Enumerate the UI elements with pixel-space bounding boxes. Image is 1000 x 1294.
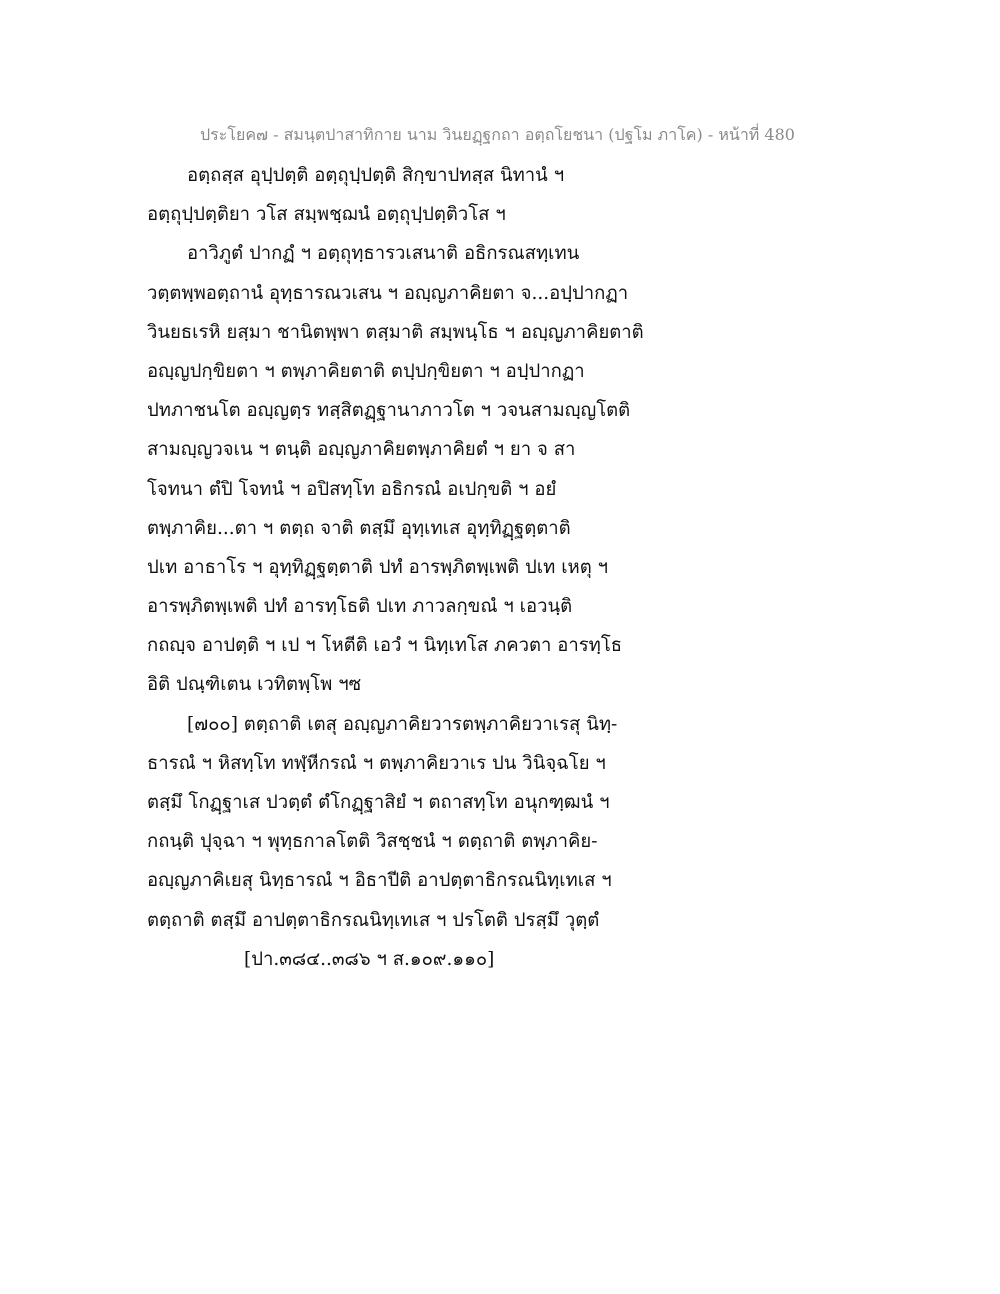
text-line: ปทภาชนโต อญฺญตฺร ทสฺสิตฏฺฐานาภาวโต ฯ วจนสามญฺญโตติ <box>147 400 631 422</box>
text-line: สามญฺญวจเน ฯ ตนฺติ อญฺญภาคิยตพฺภาคิยตํ ฯ ยา จ สา <box>147 439 576 461</box>
text-line: อิติ ปณฺฑิเตน เวทิตพฺโพ ฯซ <box>147 674 362 696</box>
text-line: [๗๐๐] ตตฺถาติ เตสุ อญฺญภาคิยวารตพฺภาคิยวาเรสุ นิทฺ- <box>187 713 618 735</box>
text-line: ตตฺถาติ ตสฺมึ อาปตฺตาธิกรณนิทฺเทเส ฯ ปรโตติ ปรสฺมึ วุตฺตํ <box>147 909 600 931</box>
text-line: อญฺญปกฺขิยตา ฯ ตพฺภาคิยตาติ ตปฺปกฺขิยตา ฯ อปฺปากฏา <box>147 360 585 382</box>
text-line: ตพฺภาคิย...ตา ฯ ตตฺถ จาติ ตสฺมึ อุทฺเทเส อุทฺทิฏฺฐตฺตาติ <box>147 517 571 539</box>
page-reference: [ปา.๓๘๔..๓๘๖ ฯ ส.๑๐๙.๑๑๐] <box>244 948 495 970</box>
text-line: โจทนา ตํปิ โจทนํ ฯ อปิสทฺโท อธิกรณํ อเปกฺขติ ฯ อยํ <box>147 478 557 500</box>
text-line: วตฺตพฺพอตฺถานํ อุทฺธารณวเสน ฯ อญฺญภาคิยตา จ...อปฺปากฏา <box>147 282 629 304</box>
text-line: อญฺญภาคิเยสุ นิทฺธารณํ ฯ อิธาปีติ อาปตฺตาธิกรณนิทฺเทเส ฯ <box>147 870 612 892</box>
text-line: วินยธเรหิ ยสฺมา ชานิตพฺพา ตสฺมาติ สมฺพนฺโธ ฯ อญฺญภาคิยตาติ <box>147 321 644 343</box>
text-line: อตฺถสฺส อุปฺปตฺติ อตฺถุปฺปตฺติ สิกฺขาปทสฺส นิทานํ ฯ <box>187 165 565 186</box>
text-line: ธารณํ ฯ หิสทฺโท ทฬฺหีกรณํ ฯ ตพฺภาคิยวาเร ปน วินิจฺฉโย ฯ <box>147 752 606 774</box>
text-line: ปเท อาธาโร ฯ อุทฺทิฏฺฐตฺตาติ ปทํ อารพฺภิตพฺเพติ ปเท เหตุ ฯ <box>147 556 608 578</box>
text-line: ตสฺมึ โกฏฺฐาเส ปวตฺตํ ตํโกฏฺฐาสิยํ ฯ ตถาสทฺโท อนุกฑฺฒนํ ฯ <box>147 792 610 813</box>
body-text <box>147 156 647 979</box>
text-line: กถนฺติ ปุจฺฉา ฯ พุทฺธกาลโตติ วิสชฺชนํ ฯ ตตฺถาติ ตพฺภาคิย- <box>147 831 598 853</box>
text-line: อารพฺภิตพฺเพติ ปทํ อารทฺโธติ ปเท ภาวลกฺขณํ ฯ เอวนฺติ <box>147 596 573 618</box>
page-header: ประโยค๗ - สมนฺตปาสาทิกาย นาม วินยฏฺฐกถา อตฺถโยชนา (ปฐโม ภาโค) - หน้าที่ 480 <box>200 125 795 144</box>
text-line: อาวิภูตํ ปากฏํ ฯ อตฺถุทฺธารวเสนาติ อธิกรณสทฺเทน <box>187 243 580 265</box>
text-line: อตฺถุปฺปตฺติยา วโส สมฺพชฺฌนํ อตฺถุปฺปตฺติวโส ฯ <box>147 204 506 226</box>
text-line: กถญฺจ อาปตฺติ ฯ เป ฯ โหตีติ เอวํ ฯ นิทฺเทโส ภควตา อารทฺโธ <box>147 635 623 657</box>
